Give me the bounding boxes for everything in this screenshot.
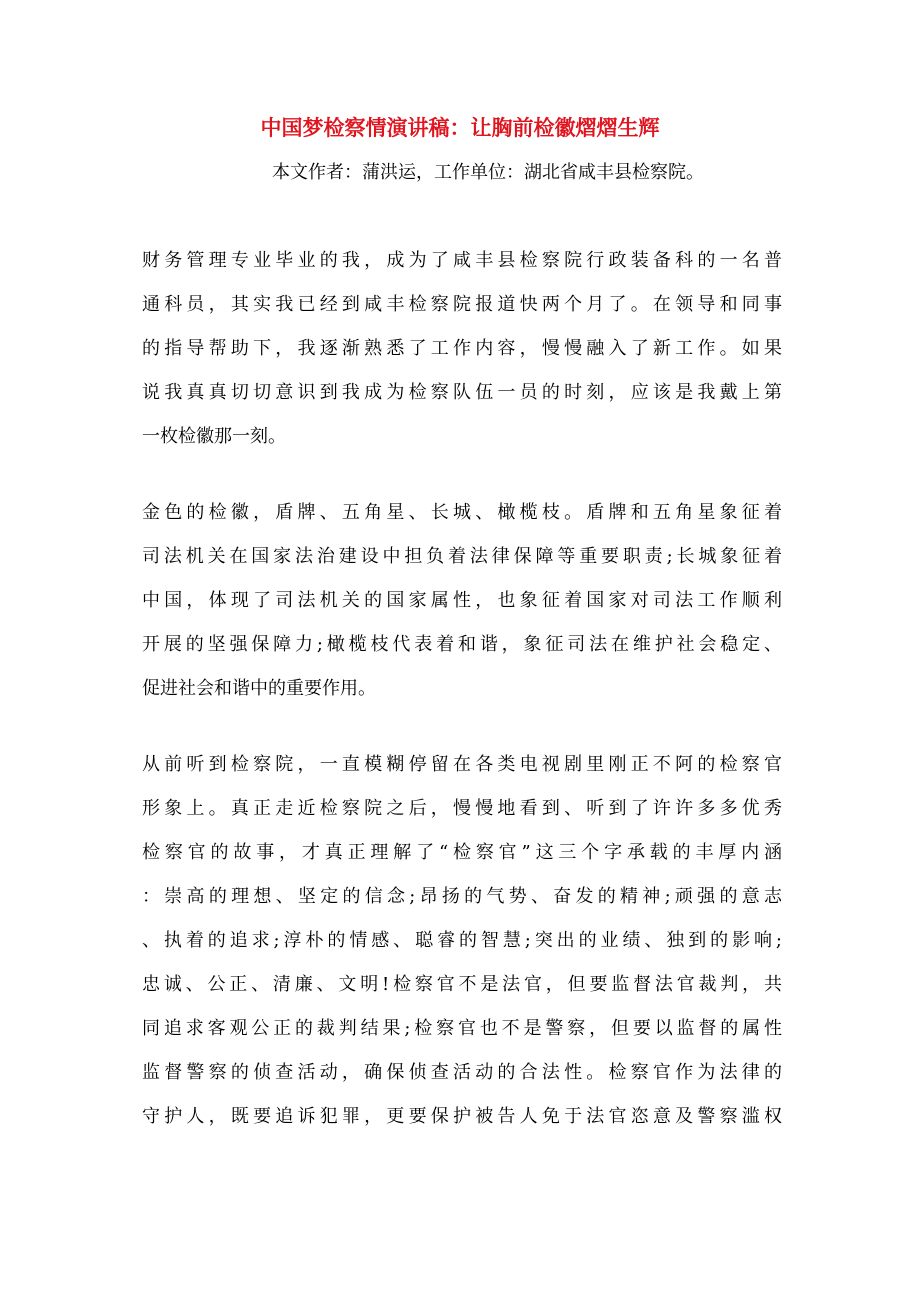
paragraph-1 <box>142 239 782 459</box>
paragraph-line: 开展的坚强保障力;橄榄枝代表着和谐，象征司法在维护社会稳定、 <box>142 634 782 655</box>
paragraph-line: 、执着的追求;淳朴的情感、聪睿的智慧;突出的业绩、独到的影响; <box>142 930 782 951</box>
paragraph-3 <box>142 743 782 1139</box>
paragraph-line: 监督警察的侦查活动，确保侦查活动的合法性。检察官作为法律的 <box>142 1062 782 1083</box>
paragraph-line: 守护人，既要追诉犯罪，更要保护被告人免于法官恣意及警察滥权 <box>142 1106 782 1127</box>
paragraph-line: 一枚检徽那一刻。 <box>142 426 286 447</box>
paragraph-line: 的指导帮助下，我逐渐熟悉了工作内容，慢慢融入了新工作。如果 <box>142 338 782 359</box>
paragraph-line: 中国，体现了司法机关的国家属性，也象征着国家对司法工作顺利 <box>142 590 782 611</box>
paragraph-line: 司法机关在国家法治建设中担负着法律保障等重要职责;长城象征着 <box>142 546 782 567</box>
paragraph-line: 同追求客观公正的裁判结果;检察官也不是警察，但要以监督的属性 <box>142 1018 782 1039</box>
paragraph-line: 说我真真切切意识到我成为检察队伍一员的时刻，应该是我戴上第 <box>142 382 782 403</box>
paragraph-line: 形象上。真正走近检察院之后，慢慢地看到、听到了许许多多优秀 <box>142 798 782 819</box>
paragraph-line: 财务管理专业毕业的我，成为了咸丰县检察院行政装备科的一名普 <box>142 250 782 271</box>
paragraph-line: 检察官的故事，才真正理解了“检察官”这三个字承载的丰厚内涵 <box>142 842 782 863</box>
author-byline: 本文作者：蒲洪运，工作单位：湖北省咸丰县检察院。 <box>272 162 704 183</box>
paragraph-line: ：崇高的理想、坚定的信念;昂扬的气势、奋发的精神;顽强的意志 <box>142 886 782 907</box>
paragraph-line: 金色的检徽，盾牌、五角星、长城、橄榄枝。盾牌和五角星象征着 <box>142 502 782 523</box>
paragraph-line: 从前听到检察院，一直模糊停留在各类电视剧里刚正不阿的检察官 <box>142 754 782 775</box>
paragraph-2 <box>142 491 782 711</box>
paragraph-line: 忠诚、公正、清廉、文明!检察官不是法官，但要监督法官裁判，共 <box>142 974 782 995</box>
document-title: 中国梦检察情演讲稿：让胸前检徽熠熠生辉 <box>260 115 660 140</box>
paragraph-line: 促进社会和谐中的重要作用。 <box>142 678 376 699</box>
paragraph-line: 通科员，其实我已经到咸丰检察院报道快两个月了。在领导和同事 <box>142 294 782 315</box>
